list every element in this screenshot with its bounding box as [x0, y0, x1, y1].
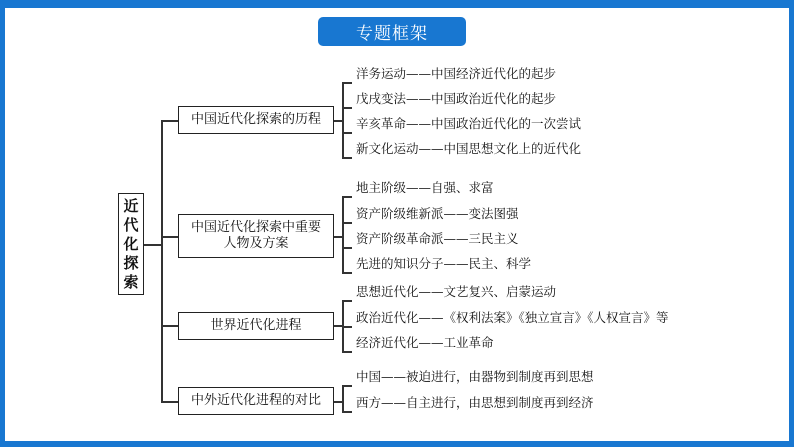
connector-root — [144, 244, 162, 246]
leaf-item: 洋务运动——中国经济近代化的起步 — [356, 66, 557, 81]
connector-branch-1 — [161, 120, 179, 122]
branch-label: 中国近代化探索中重要人物及方案 — [190, 220, 321, 251]
bottom-border — [0, 441, 794, 447]
connector-b3-l1 — [342, 300, 352, 302]
connector-b4-l2 — [342, 411, 352, 413]
leaf-item: 辛亥革命——中国政治近代化的一次尝试 — [356, 116, 582, 131]
connector-spine — [161, 120, 163, 402]
leaf-item: 先进的知识分子——民主、科学 — [356, 256, 532, 271]
page-title: 专题框架 — [318, 17, 466, 46]
branch-label: 世界近代化进程 — [210, 318, 302, 333]
connector-b2-spine — [342, 196, 344, 273]
leaf-item: 中国——被迫进行，由器物到制度再到思想 — [356, 369, 594, 384]
connector-b4-l1 — [342, 385, 352, 387]
connector-b3-l2 — [342, 326, 352, 328]
connector-b1-l2 — [342, 107, 352, 109]
connector-branch-3 — [161, 325, 179, 327]
connector-branch-2 — [161, 236, 179, 238]
leaf-item: 经济近代化——工业革命 — [356, 335, 494, 350]
leaf-item: 戊戌变法——中国政治近代化的起步 — [356, 91, 557, 106]
leaf-item: 政治近代化——《权利法案》《独立宣言》《人权宣言》等 — [356, 310, 669, 325]
connector-b1-l3 — [342, 132, 352, 134]
connector-b2-l3 — [342, 247, 352, 249]
right-border — [789, 0, 794, 447]
branch-node-history — [178, 106, 334, 134]
connector-b2-l1 — [342, 196, 352, 198]
root-node — [118, 193, 144, 295]
connector-b4-spine — [342, 385, 344, 412]
leaf-item: 地主阶级——自强、求富 — [356, 180, 494, 195]
leaf-item: 西方——自主进行，由思想到制度再到经济 — [356, 395, 594, 410]
connector-b1-l4 — [342, 157, 352, 159]
branch-node-comparison — [178, 387, 334, 415]
connector-b1-l1 — [342, 82, 352, 84]
leaf-item: 资产阶级革命派——三民主义 — [356, 231, 519, 246]
branch-label: 中国近代化探索的历程 — [190, 112, 321, 127]
top-border — [0, 0, 794, 8]
connector-b3-l3 — [342, 351, 352, 353]
left-border — [0, 0, 5, 447]
branch-node-world — [178, 312, 334, 340]
connector-b2-l4 — [342, 272, 352, 274]
leaf-item: 思想近代化——文艺复兴、启蒙运动 — [356, 284, 557, 299]
connector-b1-spine — [342, 82, 344, 158]
leaf-item: 资产阶级维新派——变法图强 — [356, 206, 519, 221]
leaf-item: 新文化运动——中国思想文化上的近代化 — [356, 141, 582, 156]
root-label: 近代化探索 — [123, 196, 139, 291]
connector-b2-l2 — [342, 222, 352, 224]
branch-node-figures — [178, 214, 334, 258]
connector-branch-4 — [161, 401, 179, 403]
branch-label: 中外近代化进程的对比 — [190, 393, 321, 408]
